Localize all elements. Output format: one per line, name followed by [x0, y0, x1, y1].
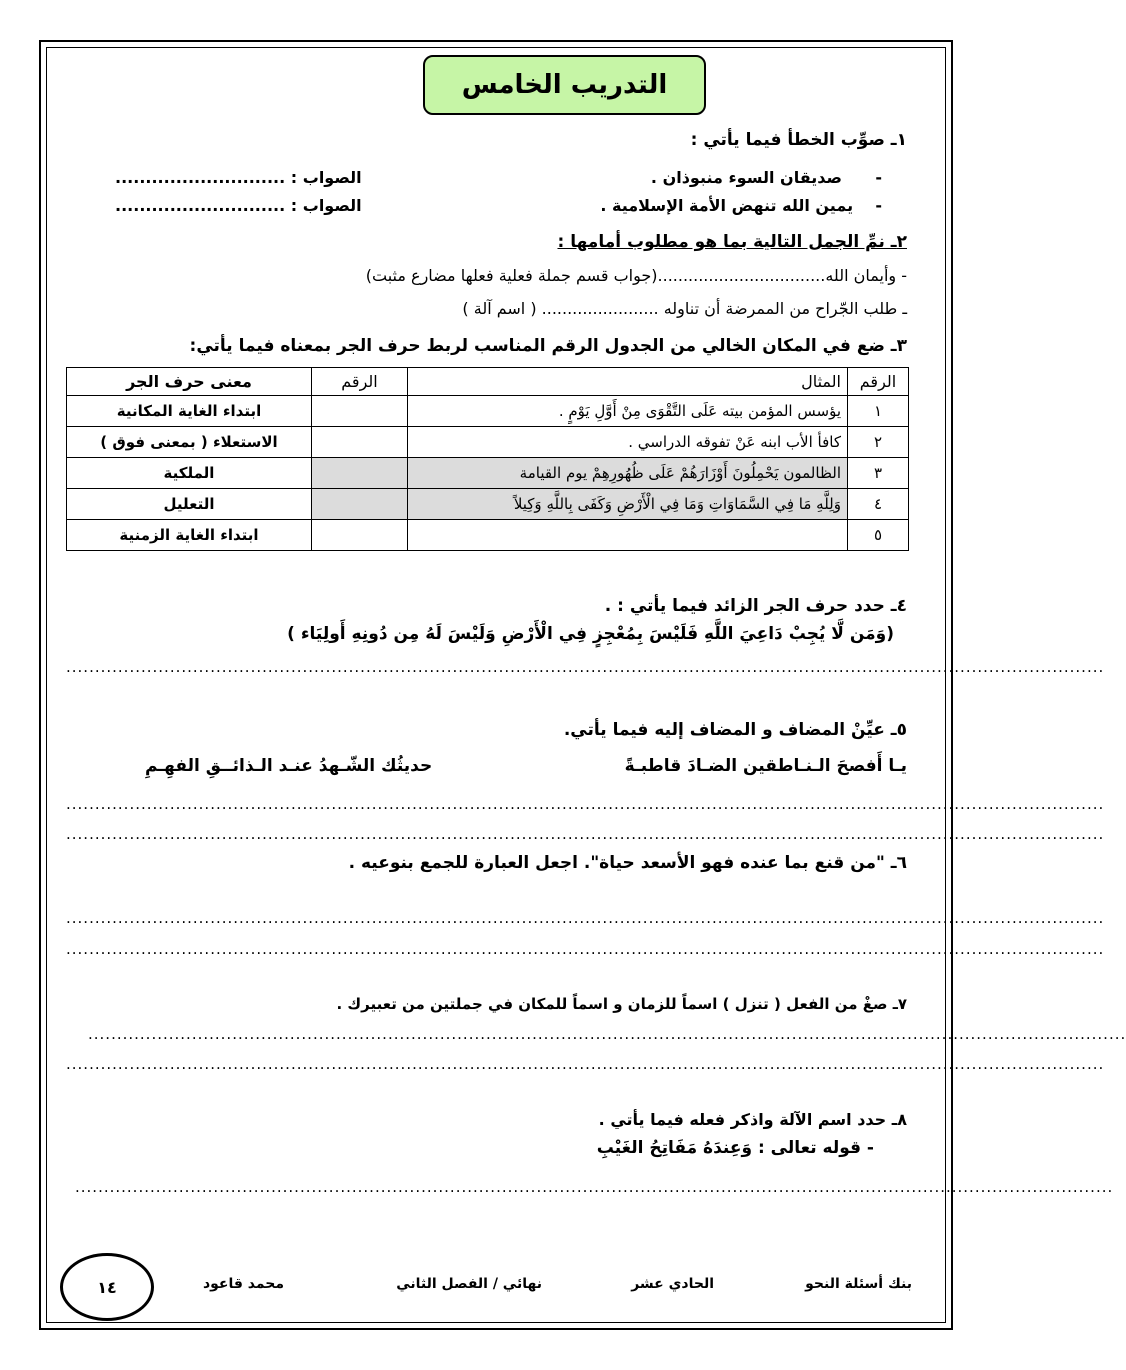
q6-answer-line-2[interactable]: .................................................................................................................................................................................... — [66, 940, 1105, 958]
row-num: ١ — [848, 396, 909, 427]
footer-term: نهائي / الفصل الثاني — [396, 1276, 542, 1292]
row-example — [408, 520, 848, 551]
header-slot: الرقم — [312, 368, 408, 396]
q5-verse-left: حديثُك الشّـهدُ عنـد الـذائــقِ الفهِـمِ — [145, 756, 433, 776]
page-title — [423, 55, 706, 115]
row-meaning: التعليل — [67, 489, 312, 520]
q1-item-1 — [651, 168, 882, 187]
page-title-text: التدريب الخامس — [461, 70, 668, 100]
q7-answer-line-1[interactable]: .................................................................................................................................................................................... — [88, 1025, 1126, 1043]
row-answer-slot[interactable] — [312, 427, 408, 458]
row-example: الظالمون يَحْمِلُونَ أَوْزَارَهُمْ عَلَى ظُهُورِهِمْ يوم القيامة — [408, 458, 848, 489]
row-answer-slot[interactable] — [312, 520, 408, 551]
q2-item-1: - وأيمان الله.................................(جواب قسم جملة فعلية فعلها مضارع مثبت) — [365, 266, 907, 285]
row-num: ٣ — [848, 458, 909, 489]
q4-verse: (وَمَن لَّا يُجِبْ دَاعِيَ اللَّهِ فَلَيْسَ بِمُعْجِزٍ فِي الْأَرْضِ وَلَيْسَ لَهُ مِن دُونِهِ أَولِيَاء ) — [287, 624, 894, 644]
table-row — [67, 396, 909, 427]
q1-item-1-bullet: - — [875, 168, 882, 187]
row-example: كافأ الأب ابنه عَنْ تفوقه الدراسي . — [408, 427, 848, 458]
q1-item-2-bullet: - — [875, 196, 882, 215]
q5-answer-line-1[interactable]: .................................................................................................................................................................................... — [66, 795, 1105, 813]
q8-item: - قوله تعالى : وَعِندَهُ مَفَاتِحُ الغَيْبِ — [596, 1138, 874, 1158]
matching-table — [66, 367, 909, 551]
q1-item-1-answer — [115, 168, 362, 187]
q6-answer-line-1[interactable]: .................................................................................................................................................................................... — [66, 909, 1105, 927]
row-answer-slot[interactable] — [312, 396, 408, 427]
q1-item-1-sentence: صديقان السوء منبوذان . — [650, 168, 842, 187]
q5-verse-right: يـا أَفصحَ الـنـاطقين الضـادَ قاطبـةً — [624, 756, 907, 776]
row-meaning: ابتداء الغاية الزمنية — [67, 520, 312, 551]
row-num: ٢ — [848, 427, 909, 458]
row-meaning: ابتداء الغاية المكانية — [67, 396, 312, 427]
q8-heading: ٨ـ حدد اسم الآلة واذكر فعله فيما يأتي . — [598, 1110, 907, 1129]
row-num: ٥ — [848, 520, 909, 551]
table-row — [67, 458, 909, 489]
footer-author: محمد قاعود — [202, 1276, 284, 1292]
q5-answer-line-2[interactable]: .................................................................................................................................................................................... — [66, 825, 1105, 843]
footer-bank: بنك أسئلة النحو — [805, 1276, 912, 1292]
page-number: ١٤ — [97, 1277, 117, 1297]
q5-heading: ٥ـ عيِّنْ المضاف و المضاف إليه فيما يأتي. — [563, 720, 907, 740]
table-header-row — [67, 368, 909, 396]
q1-heading: ١ـ صوِّب الخطأ فيما يأتي : — [690, 130, 907, 150]
q4-heading: ٤ـ حدد حرف الجر الزائد فيما يأتي : . — [604, 596, 907, 616]
q1-item-2-blank[interactable]: ............................ — [115, 196, 286, 215]
row-num: ٤ — [848, 489, 909, 520]
header-example: المثال — [408, 368, 848, 396]
q6-heading: ٦ـ "من قنع بما عنده فهو الأسعد حياة". اجعل العبارة للجمع بنوعيه . — [348, 853, 907, 873]
q1-item-2-sentence: يمين الله تنهض الأمة الإسلامية . — [600, 196, 854, 215]
q7-answer-line-2[interactable]: .................................................................................................................................................................................... — [66, 1055, 1105, 1073]
row-answer-slot[interactable] — [312, 458, 408, 489]
row-example: يؤسس المؤمن بيته عَلَى التَّقْوَى مِنْ أَوَّلِ يَوْمٍ . — [408, 396, 848, 427]
footer-grade: الحادي عشر — [631, 1276, 714, 1292]
row-answer-slot[interactable] — [312, 489, 408, 520]
page-number-oval — [60, 1253, 154, 1321]
table-row — [67, 520, 909, 551]
q1-item-1-blank[interactable]: ............................ — [115, 168, 286, 187]
table-row — [67, 427, 909, 458]
header-num: الرقم — [848, 368, 909, 396]
table-row — [67, 489, 909, 520]
q2-item-2: ـ طلب الجّراح من الممرضة أن تناوله ....................... ( اسم آلة ) — [462, 299, 907, 318]
header-meaning: معنى حرف الجر — [67, 368, 312, 396]
q7-heading: ٧ـ صغْ من الفعل ( تنزل ) اسماً للزمان و اسماً للمكان في جملتين من تعبيرك . — [336, 995, 907, 1013]
row-meaning: الملكية — [67, 458, 312, 489]
q3-heading: ٣ـ ضع في المكان الخالي من الجدول الرقم المناسب لربط حرف الجر بمعناه فيما يأتي: — [189, 336, 907, 356]
q1-item-2 — [600, 196, 882, 215]
q1-item-2-label: الصواب : — [290, 196, 362, 215]
q1-item-1-label: الصواب : — [290, 168, 362, 187]
q4-answer-line[interactable]: .................................................................................................................................................................................... — [66, 658, 1105, 676]
row-example: وَلِلَّهِ مَا فِي السَّمَاوَاتِ وَمَا فِي الْأَرْضِ وَكَفَى بِاللَّهِ وَكِيلاً — [408, 489, 848, 520]
q1-item-2-answer — [115, 196, 362, 215]
q2-heading: ٢ـ نمِّ الجمل التالية بما هو مطلوب أمامها : — [557, 232, 907, 252]
row-meaning: الاستعلاء ( بمعنى فوق ) — [67, 427, 312, 458]
q8-answer-line[interactable]: .................................................................................................................................................................................... — [75, 1178, 1114, 1196]
